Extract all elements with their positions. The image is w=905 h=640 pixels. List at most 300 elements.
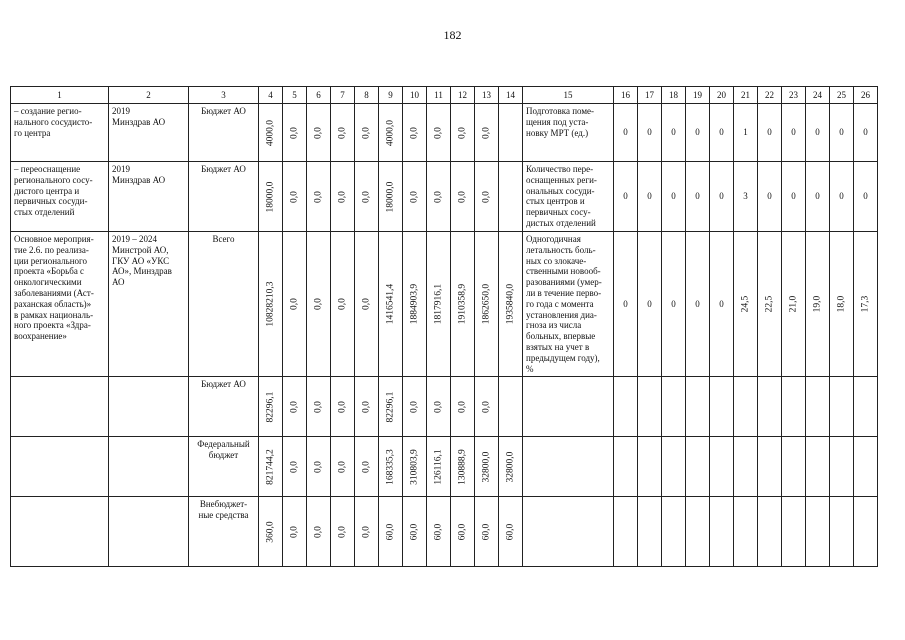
target-cell bbox=[614, 497, 638, 567]
value-cell bbox=[331, 437, 355, 497]
funding-source-cell-text: Федеральный бюджет bbox=[197, 439, 250, 461]
value-cell bbox=[259, 497, 283, 567]
value-cell bbox=[307, 162, 331, 232]
target-cell bbox=[854, 377, 878, 437]
target-cell bbox=[686, 497, 710, 567]
indicator-cell-text: Количество пере- оснащенных реги- ональных сосуди- стых центров и первичных сосу- дистых отделений bbox=[526, 164, 597, 228]
value-text: 0,0 bbox=[408, 126, 419, 139]
table-row bbox=[11, 497, 878, 567]
target-cell bbox=[614, 377, 638, 437]
target-cell bbox=[830, 104, 854, 162]
target-cell bbox=[830, 497, 854, 567]
value-text: 32800,0 bbox=[504, 451, 515, 483]
value-text: 82296,1 bbox=[384, 391, 395, 423]
column-header: 24 bbox=[806, 87, 830, 104]
value-text: 60,0 bbox=[480, 523, 491, 541]
value-cell bbox=[379, 162, 403, 232]
column-header: 12 bbox=[451, 87, 475, 104]
indicator-cell bbox=[523, 162, 614, 232]
column-header: 25 bbox=[830, 87, 854, 104]
column-header: 22 bbox=[758, 87, 782, 104]
executor-cell bbox=[109, 377, 189, 437]
value-text: 0,0 bbox=[432, 126, 443, 139]
value-cell bbox=[331, 104, 355, 162]
value-text: 0,0 bbox=[456, 126, 467, 139]
value-text: 0,0 bbox=[360, 525, 371, 538]
target-cell bbox=[806, 162, 830, 232]
executor-cell bbox=[109, 497, 189, 567]
target-cell bbox=[710, 104, 734, 162]
target-text: 0 bbox=[719, 127, 724, 138]
target-cell bbox=[782, 437, 806, 497]
executor-cell-text: 2019 – 2024 Минстрой АО, ГКУ АО «УКС АО», Минздрав АО bbox=[112, 234, 172, 288]
target-cell bbox=[758, 104, 782, 162]
value-text: 130888,9 bbox=[456, 449, 467, 485]
value-text: 0,0 bbox=[312, 460, 323, 473]
value-text: 0,0 bbox=[360, 460, 371, 473]
value-cell bbox=[283, 162, 307, 232]
value-cell bbox=[403, 104, 427, 162]
value-text: 60,0 bbox=[504, 523, 515, 541]
target-cell bbox=[782, 377, 806, 437]
value-text: 0,0 bbox=[432, 190, 443, 203]
column-header: 26 bbox=[854, 87, 878, 104]
value-text: 0,0 bbox=[408, 190, 419, 203]
target-cell bbox=[734, 497, 758, 567]
value-text: 1910358,9 bbox=[456, 283, 467, 325]
value-text: 0,0 bbox=[360, 400, 371, 413]
value-text: 0,0 bbox=[288, 525, 299, 538]
table-row bbox=[11, 104, 878, 162]
value-text: 0,0 bbox=[456, 400, 467, 413]
value-text: 0,0 bbox=[336, 126, 347, 139]
value-text: 168335,3 bbox=[384, 449, 395, 485]
measure-cell bbox=[11, 437, 109, 497]
target-text: 0 bbox=[863, 191, 868, 202]
value-text: 0,0 bbox=[360, 190, 371, 203]
value-text: 18000,0 bbox=[264, 181, 275, 212]
value-cell bbox=[499, 232, 523, 377]
measure-cell bbox=[11, 497, 109, 567]
value-text: 0,0 bbox=[480, 126, 491, 139]
column-header: 20 bbox=[710, 87, 734, 104]
value-cell bbox=[307, 437, 331, 497]
measure-cell bbox=[11, 162, 109, 232]
value-cell bbox=[427, 437, 451, 497]
value-cell bbox=[259, 377, 283, 437]
target-text: 0 bbox=[647, 298, 652, 309]
value-cell bbox=[331, 232, 355, 377]
value-text: 0,0 bbox=[288, 400, 299, 413]
target-cell bbox=[734, 437, 758, 497]
target-text: 0 bbox=[767, 191, 772, 202]
target-text: 22,5 bbox=[763, 295, 774, 313]
target-cell bbox=[758, 162, 782, 232]
executor-cell-text: 2019 Минздрав АО bbox=[112, 164, 166, 185]
value-cell bbox=[283, 377, 307, 437]
measure-cell-text: – создание регио- нального сосудисто- го центра bbox=[14, 106, 93, 138]
target-cell bbox=[854, 497, 878, 567]
target-cell bbox=[614, 162, 638, 232]
target-text: 0 bbox=[695, 191, 700, 202]
value-text: 360,0 bbox=[264, 521, 275, 543]
column-header: 19 bbox=[686, 87, 710, 104]
value-cell bbox=[355, 104, 379, 162]
column-header: 7 bbox=[331, 87, 355, 104]
value-text: 0,0 bbox=[456, 190, 467, 203]
value-text: 0,0 bbox=[312, 525, 323, 538]
executor-cell bbox=[109, 162, 189, 232]
value-cell bbox=[283, 104, 307, 162]
value-cell bbox=[331, 377, 355, 437]
value-cell bbox=[403, 497, 427, 567]
column-header: 4 bbox=[259, 87, 283, 104]
value-text: 1416541,4 bbox=[384, 283, 395, 325]
target-text: 0 bbox=[695, 127, 700, 138]
value-cell bbox=[451, 497, 475, 567]
value-text: 0,0 bbox=[312, 126, 323, 139]
value-text: 0,0 bbox=[432, 400, 443, 413]
table-row bbox=[11, 232, 878, 377]
target-text: 0 bbox=[839, 191, 844, 202]
target-text: 0 bbox=[647, 127, 652, 138]
target-cell bbox=[638, 377, 662, 437]
value-cell bbox=[475, 232, 499, 377]
indicator-cell bbox=[523, 377, 614, 437]
indicator-cell bbox=[523, 232, 614, 377]
value-cell bbox=[379, 497, 403, 567]
target-cell bbox=[686, 162, 710, 232]
value-cell bbox=[499, 162, 523, 232]
value-cell bbox=[499, 104, 523, 162]
value-cell bbox=[451, 232, 475, 377]
value-text: 60,0 bbox=[456, 523, 467, 541]
target-cell bbox=[734, 377, 758, 437]
value-text: 0,0 bbox=[336, 400, 347, 413]
measures-table bbox=[10, 86, 878, 567]
target-text: 18,0 bbox=[835, 295, 846, 313]
target-text: 0 bbox=[719, 191, 724, 202]
value-text: 1862650,0 bbox=[480, 283, 491, 325]
target-cell bbox=[710, 437, 734, 497]
column-header: 1 bbox=[11, 87, 109, 104]
target-text: 3 bbox=[743, 191, 748, 202]
value-text: 4000,0 bbox=[384, 119, 395, 146]
target-text: 0 bbox=[839, 127, 844, 138]
indicator-cell bbox=[523, 497, 614, 567]
target-cell bbox=[614, 437, 638, 497]
column-header: 21 bbox=[734, 87, 758, 104]
target-cell bbox=[854, 104, 878, 162]
target-cell bbox=[638, 232, 662, 377]
column-header: 3 bbox=[189, 87, 259, 104]
value-text: 0,0 bbox=[408, 400, 419, 413]
target-cell bbox=[806, 104, 830, 162]
target-cell bbox=[638, 437, 662, 497]
value-cell bbox=[451, 104, 475, 162]
target-cell bbox=[662, 162, 686, 232]
target-cell bbox=[614, 104, 638, 162]
target-text: 0 bbox=[623, 191, 628, 202]
funding-source-cell-text: Бюджет АО bbox=[201, 106, 246, 116]
value-text: 18000,0 bbox=[384, 181, 395, 212]
value-text: 82296,1 bbox=[264, 391, 275, 423]
column-header: 13 bbox=[475, 87, 499, 104]
value-cell bbox=[307, 232, 331, 377]
target-cell bbox=[686, 104, 710, 162]
funding-source-cell-text: Бюджет АО bbox=[201, 379, 246, 390]
value-cell bbox=[379, 437, 403, 497]
value-text: 0,0 bbox=[336, 190, 347, 203]
value-text: 4000,0 bbox=[264, 119, 275, 146]
value-cell bbox=[331, 162, 355, 232]
value-cell bbox=[355, 437, 379, 497]
funding-source-cell bbox=[189, 162, 259, 232]
value-cell bbox=[451, 162, 475, 232]
target-text: 0 bbox=[623, 298, 628, 309]
value-text: 0,0 bbox=[288, 460, 299, 473]
measure-cell bbox=[11, 104, 109, 162]
target-cell bbox=[806, 377, 830, 437]
target-cell bbox=[614, 232, 638, 377]
value-text: 0,0 bbox=[288, 298, 299, 311]
value-cell bbox=[307, 104, 331, 162]
column-header: 10 bbox=[403, 87, 427, 104]
table-row bbox=[11, 437, 878, 497]
value-cell bbox=[379, 232, 403, 377]
target-cell bbox=[638, 162, 662, 232]
value-text: 310803,9 bbox=[408, 449, 419, 485]
value-cell bbox=[499, 437, 523, 497]
value-cell bbox=[403, 162, 427, 232]
measure-cell-text: – переоснащение регионального сосу- дистого центра и первичных сосуди- стых отделений bbox=[14, 164, 93, 218]
value-text: 0,0 bbox=[360, 126, 371, 139]
column-header: 11 bbox=[427, 87, 451, 104]
value-text: 10828210,3 bbox=[264, 281, 275, 327]
target-text: 0 bbox=[863, 127, 868, 138]
indicator-cell-text: Подготовка поме- щения под уста- новку МРТ (ед.) bbox=[526, 106, 595, 138]
value-cell bbox=[355, 497, 379, 567]
value-text: 821744,2 bbox=[264, 449, 275, 485]
value-cell bbox=[427, 377, 451, 437]
column-header: 9 bbox=[379, 87, 403, 104]
value-text: 60,0 bbox=[408, 523, 419, 541]
column-header: 15 bbox=[523, 87, 614, 104]
value-cell bbox=[355, 162, 379, 232]
value-cell bbox=[475, 377, 499, 437]
value-cell bbox=[259, 232, 283, 377]
value-cell bbox=[403, 377, 427, 437]
value-text: 0,0 bbox=[336, 298, 347, 311]
measure-cell-text: Основное мероприя- тие 2.6. по реализа- ции регионального проекта «Борьба с онкологическими заболеваниями (Аст- раханская область)» в рамках националь- ного проекта «Здра- воохранение» bbox=[14, 234, 94, 342]
target-cell bbox=[830, 162, 854, 232]
value-text: 0,0 bbox=[336, 460, 347, 473]
value-cell bbox=[475, 497, 499, 567]
value-cell bbox=[259, 162, 283, 232]
value-cell bbox=[403, 437, 427, 497]
target-cell bbox=[806, 437, 830, 497]
value-text: 1817916,1 bbox=[432, 283, 443, 325]
target-cell bbox=[710, 497, 734, 567]
funding-source-cell bbox=[189, 104, 259, 162]
executor-cell bbox=[109, 104, 189, 162]
funding-source-cell bbox=[189, 437, 259, 497]
target-cell bbox=[782, 104, 806, 162]
target-text: 19,0 bbox=[811, 295, 822, 313]
target-cell bbox=[638, 497, 662, 567]
column-header: 23 bbox=[782, 87, 806, 104]
value-cell bbox=[499, 377, 523, 437]
value-text: 0,0 bbox=[288, 190, 299, 203]
target-text: 0 bbox=[671, 191, 676, 202]
target-cell bbox=[686, 437, 710, 497]
value-cell bbox=[427, 232, 451, 377]
header-row bbox=[11, 87, 878, 104]
executor-cell bbox=[109, 437, 189, 497]
target-text: 1 bbox=[743, 127, 748, 138]
column-header: 14 bbox=[499, 87, 523, 104]
target-cell bbox=[662, 377, 686, 437]
target-text: 0 bbox=[695, 298, 700, 309]
value-text: 0,0 bbox=[480, 400, 491, 413]
value-text: 0,0 bbox=[336, 525, 347, 538]
target-cell bbox=[854, 437, 878, 497]
target-cell bbox=[638, 104, 662, 162]
value-cell bbox=[475, 162, 499, 232]
target-cell bbox=[758, 232, 782, 377]
value-cell bbox=[475, 437, 499, 497]
funding-source-cell bbox=[189, 497, 259, 567]
value-cell bbox=[283, 232, 307, 377]
target-cell bbox=[686, 377, 710, 437]
value-text: 0,0 bbox=[312, 298, 323, 311]
value-cell bbox=[283, 437, 307, 497]
target-cell bbox=[662, 497, 686, 567]
table-row bbox=[11, 377, 878, 437]
target-cell bbox=[854, 232, 878, 377]
column-header: 2 bbox=[109, 87, 189, 104]
value-cell bbox=[307, 377, 331, 437]
executor-cell bbox=[109, 232, 189, 377]
target-cell bbox=[710, 162, 734, 232]
measure-cell bbox=[11, 232, 109, 377]
indicator-cell bbox=[523, 104, 614, 162]
value-cell bbox=[259, 437, 283, 497]
value-text: 0,0 bbox=[312, 190, 323, 203]
target-text: 24,5 bbox=[739, 295, 750, 313]
funding-source-cell bbox=[189, 232, 259, 377]
value-cell bbox=[259, 104, 283, 162]
value-text: 0,0 bbox=[288, 126, 299, 139]
column-header: 8 bbox=[355, 87, 379, 104]
value-cell bbox=[451, 437, 475, 497]
target-cell bbox=[662, 232, 686, 377]
funding-source-cell bbox=[189, 377, 259, 437]
value-text: 126116,1 bbox=[432, 449, 443, 485]
value-cell bbox=[427, 497, 451, 567]
target-cell bbox=[758, 377, 782, 437]
indicator-cell-text: Одногодичная летальность боль- ных со злокаче- ственными новооб- разованиями (умер- ли в течение перво- го года с момента установления диа- гноза из числа больных, впервые взятых на учет в предыдущем году), % bbox=[526, 234, 602, 374]
executor-cell-text: 2019 Минздрав АО bbox=[112, 106, 166, 127]
value-text: 1884903,9 bbox=[408, 283, 419, 325]
target-cell bbox=[734, 232, 758, 377]
value-cell bbox=[355, 232, 379, 377]
measure-cell bbox=[11, 377, 109, 437]
value-cell bbox=[379, 104, 403, 162]
column-header: 16 bbox=[614, 87, 638, 104]
target-cell bbox=[806, 497, 830, 567]
value-cell bbox=[379, 377, 403, 437]
target-cell bbox=[830, 437, 854, 497]
target-cell bbox=[734, 162, 758, 232]
target-text: 0 bbox=[815, 127, 820, 138]
target-cell bbox=[806, 232, 830, 377]
value-cell bbox=[427, 162, 451, 232]
target-text: 21,0 bbox=[787, 295, 798, 313]
target-cell bbox=[830, 377, 854, 437]
target-cell bbox=[830, 232, 854, 377]
value-text: 60,0 bbox=[432, 523, 443, 541]
value-text: 0,0 bbox=[480, 190, 491, 203]
target-cell bbox=[710, 232, 734, 377]
target-cell bbox=[758, 497, 782, 567]
funding-source-cell-text: Бюджет АО bbox=[201, 164, 246, 174]
target-cell bbox=[662, 104, 686, 162]
value-cell bbox=[331, 497, 355, 567]
target-text: 0 bbox=[647, 191, 652, 202]
target-cell bbox=[854, 162, 878, 232]
target-text: 0 bbox=[671, 127, 676, 138]
column-header: 18 bbox=[662, 87, 686, 104]
funding-source-cell-text: Внебюджет- ные средства bbox=[198, 499, 249, 521]
target-text: 0 bbox=[671, 298, 676, 309]
target-cell bbox=[734, 104, 758, 162]
indicator-cell bbox=[523, 437, 614, 497]
target-cell bbox=[758, 437, 782, 497]
target-text: 0 bbox=[815, 191, 820, 202]
value-text: 60,0 bbox=[384, 523, 395, 541]
column-header: 5 bbox=[283, 87, 307, 104]
target-text: 0 bbox=[767, 127, 772, 138]
column-header: 6 bbox=[307, 87, 331, 104]
value-cell bbox=[475, 104, 499, 162]
value-text: 0,0 bbox=[312, 400, 323, 413]
target-cell bbox=[782, 497, 806, 567]
target-text: 17,3 bbox=[859, 295, 870, 313]
value-cell bbox=[283, 497, 307, 567]
value-cell bbox=[403, 232, 427, 377]
target-cell bbox=[782, 162, 806, 232]
target-cell bbox=[662, 437, 686, 497]
target-text: 0 bbox=[791, 127, 796, 138]
target-text: 0 bbox=[791, 191, 796, 202]
value-cell bbox=[499, 497, 523, 567]
value-cell bbox=[355, 377, 379, 437]
target-cell bbox=[710, 377, 734, 437]
value-cell bbox=[427, 104, 451, 162]
target-cell bbox=[686, 232, 710, 377]
target-text: 0 bbox=[719, 298, 724, 309]
value-text: 1935840,0 bbox=[504, 283, 515, 325]
value-cell bbox=[451, 377, 475, 437]
target-text: 0 bbox=[623, 127, 628, 138]
funding-source-cell-text: Всего bbox=[212, 234, 235, 244]
value-text: 0,0 bbox=[360, 298, 371, 311]
page-number: 182 bbox=[443, 28, 462, 42]
value-text: 32800,0 bbox=[480, 451, 491, 483]
column-header: 17 bbox=[638, 87, 662, 104]
value-cell bbox=[307, 497, 331, 567]
